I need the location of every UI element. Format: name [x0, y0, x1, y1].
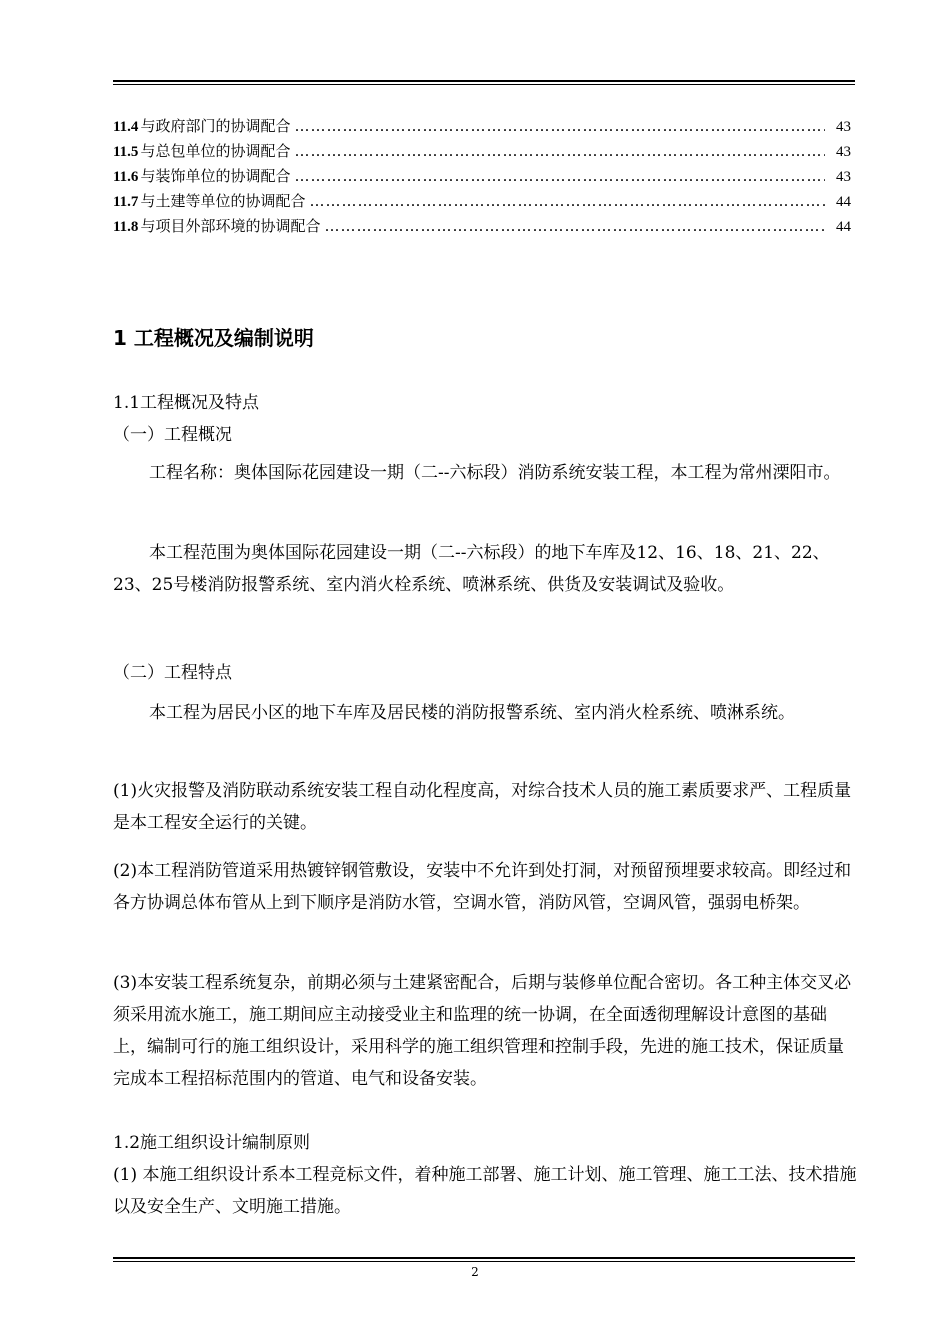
paragraph: (3)本安装工程系统复杂，前期必须与土建紧密配合，后期与装修单位配合密切。各工种主体交叉必须采用流水施工，施工期间应主动接受业主和监理的统一协调，在全面透彻理解设计意图的基础上，编制可行的施工组织设计，采用科学的施工组织管理和控制手段，先进的施工技术，保证质量完成本工程招标范围内的管道、电气和设备安装。 [113, 973, 852, 1089]
section-heading: 1 工程概况及编制说明 [113, 326, 314, 350]
paragraph: (1) 本施工组织设计系本工程竞标文件，着种施工部署、施工计划、施工管理、施工工法、技术措施以及安全生产、文明施工措施。 [113, 1165, 857, 1217]
toc-title: 与项目外部环境的协调配合 [140, 217, 321, 235]
toc-leader [324, 214, 825, 239]
toc-leader [309, 189, 825, 214]
toc-entry[interactable] [113, 189, 851, 214]
toc-page: 43 [836, 169, 851, 185]
paragraph: (2)本工程消防管道采用热镀锌钢管敷设，安装中不允许到处打洞，对预留预埋要求较高。即经过和各方协调总体布管从上到下顺序是消防水管，空调水管，消防风管，空调风管，强弱电桥架。 [113, 861, 852, 913]
toc-title: 与总包单位的协调配合 [140, 142, 291, 160]
part-heading: （二）工程特点 [113, 663, 232, 683]
subsection-heading: 1.1工程概况及特点 [113, 393, 260, 413]
toc-number: 11.4 [113, 119, 139, 135]
toc-number: 11.7 [113, 194, 139, 210]
toc-title: 与装饰单位的协调配合 [140, 167, 291, 185]
toc-page: 44 [836, 219, 851, 235]
paragraph: (1)火灾报警及消防联动系统安装工程自动化程度高，对综合技术人员的施工素质要求严、工程质量是本工程安全运行的关键。 [113, 781, 852, 833]
header-rule [113, 80, 855, 85]
toc-page: 43 [836, 144, 851, 160]
toc-entry[interactable] [113, 139, 851, 164]
paragraph: 本工程为居民小区的地下车库及居民楼的消防报警系统、室内消火栓系统、喷淋系统。 [149, 703, 795, 723]
toc-entry[interactable] [113, 214, 851, 239]
toc-number: 11.8 [113, 219, 139, 235]
toc-entry[interactable] [113, 164, 851, 189]
part-heading: （一）工程概况 [113, 425, 232, 445]
paragraph: 本工程范围为奥体国际花园建设一期（二--六标段）的地下车库及12、16、18、21、22、23、25号楼消防报警系统、室内消火栓系统、喷淋系统、供货及安装调试及验收。 [113, 543, 830, 595]
toc-page: 44 [836, 194, 851, 210]
table-of-contents [113, 114, 851, 239]
toc-number: 11.5 [113, 144, 139, 160]
footer-rule [113, 1257, 855, 1262]
toc-title: 与政府部门的协调配合 [140, 117, 291, 135]
toc-title: 与土建等单位的协调配合 [140, 192, 306, 210]
toc-leader [294, 114, 825, 139]
toc-leader [294, 139, 825, 164]
page-number: 2 [471, 1265, 479, 1279]
toc-entry[interactable] [113, 114, 851, 139]
subsection-heading: 1.2施工组织设计编制原则 [113, 1133, 311, 1153]
toc-number: 11.6 [113, 169, 139, 185]
paragraph: 工程名称：奥体国际花园建设一期（二--六标段）消防系统安装工程，本工程为常州溧阳市。 [149, 463, 841, 483]
toc-page: 43 [836, 119, 851, 135]
toc-leader [294, 164, 825, 189]
